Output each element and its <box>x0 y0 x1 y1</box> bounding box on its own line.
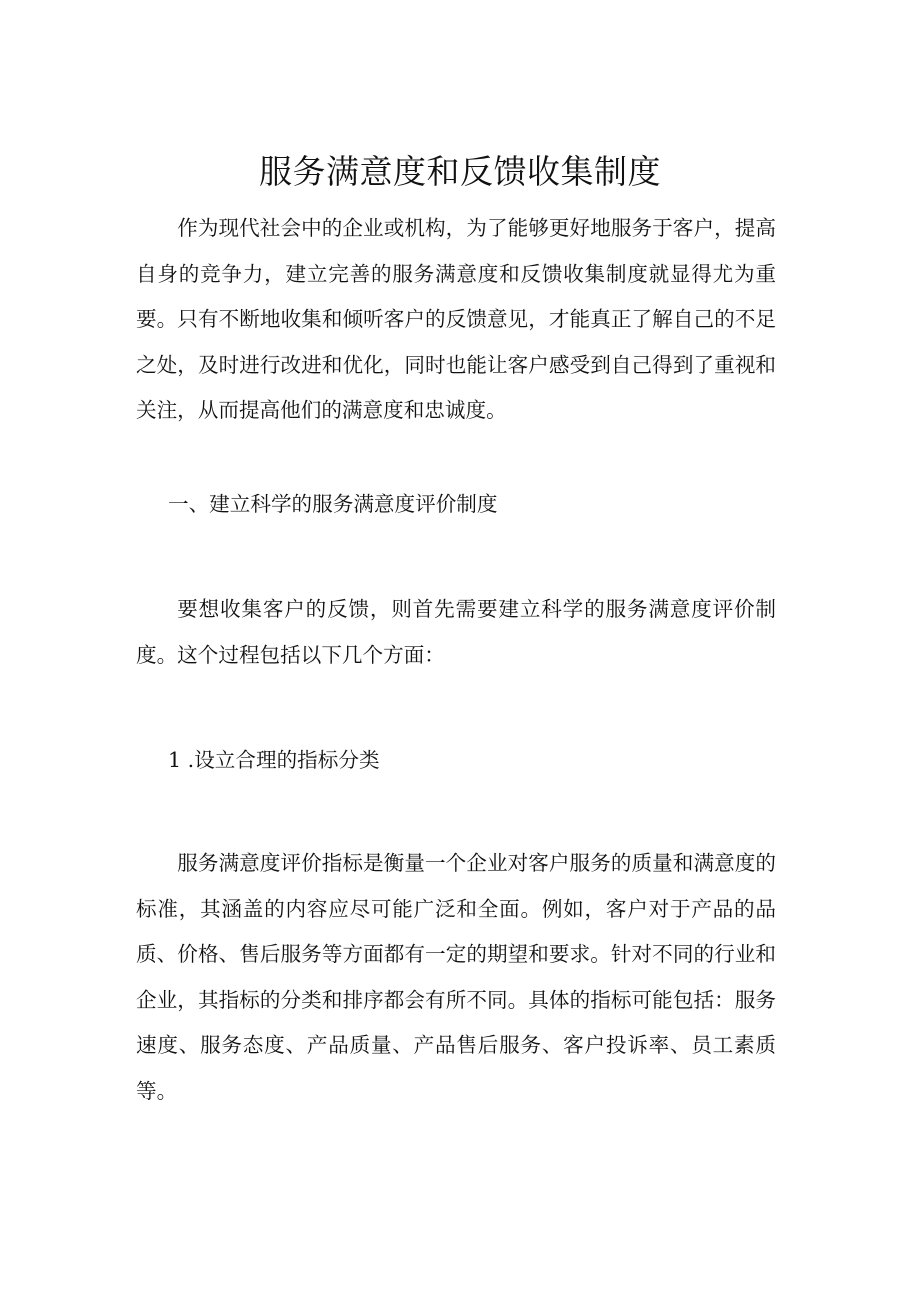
subsection-1-paragraph: 服务满意度评价指标是衡量一个企业对客户服务的质量和满意度的标准，其涵盖的内容应尽可能广泛和全面。例如，客户对于产品的品质、价格、售后服务等方面都有一定的期望和要求。针对不同的行业和企业，其指标的分类和排序都会有所不同。具体的指标可能包括：服务速度、服务态度、产品质量、产品售后服务、客户投诉率、员工素质等。 <box>136 851 776 1103</box>
section-1-paragraph: 要想收集客户的反馈，则首先需要建立科学的服务满意度评价制度。这个过程包括以下几个方面： <box>136 597 776 667</box>
intro-paragraph: 作为现代社会中的企业或机构，为了能够更好地服务于客户，提高自身的竞争力，建立完善的服务满意度和反馈收集制度就显得尤为重要。只有不断地收集和倾听客户的反馈意见，才能真正了解自己的不足之处，及时进行改进和优化，同时也能让客户感受到自己得到了重视和关注，从而提高他们的满意度和忠诚度。 <box>136 216 776 422</box>
subsection-1-heading: 1 .设立合理的指标分类 <box>168 748 380 772</box>
document-title: 服务满意度和反馈收集制度 <box>259 152 661 191</box>
section-1-heading: 一、建立科学的服务满意度评价制度 <box>168 492 498 516</box>
